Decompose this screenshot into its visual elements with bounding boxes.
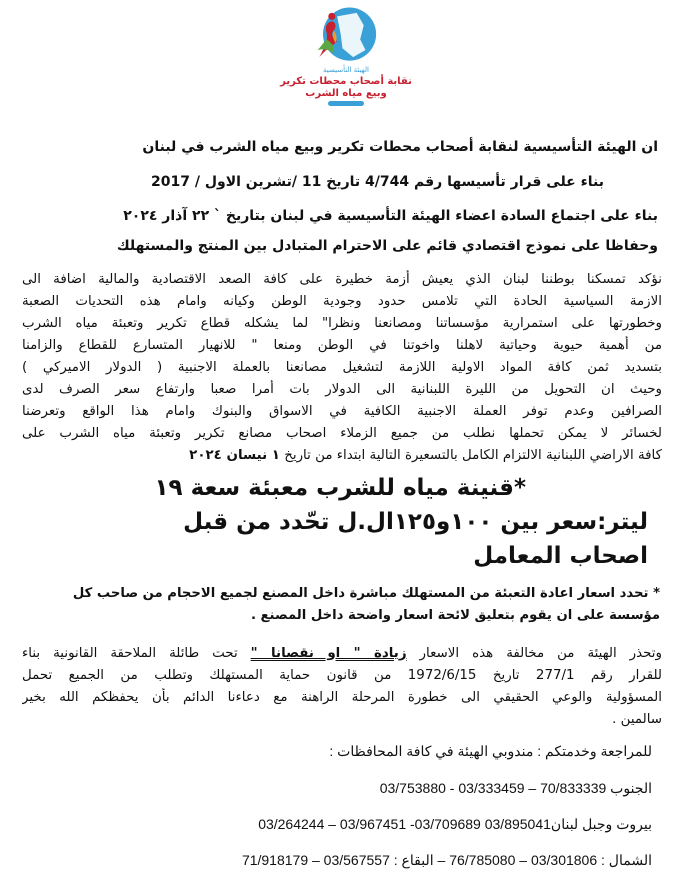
body-line: وحيث ان التحويل من الليرة اللبنانية الى الدولار بات أمرا صعبا وارتفاع سعر الصرف لدى	[22, 382, 662, 397]
region-beirut-label: بيروت وجبل لبنان	[550, 816, 652, 832]
syndicate-logo	[262, 4, 430, 122]
pricing-line-1: *قنينة مياه للشرب معبئة سعة ١٩	[154, 475, 526, 501]
logo-emblem-icon	[310, 4, 382, 66]
body-last-line-text: كافة الاراضي اللبنانية الالتزام الكامل بالتسعيرة التالية ابتداء من تاريخ	[284, 448, 662, 463]
body-line: الازمة السياسية الحادة التي تلامس حدود وجودية الوطن وكيانه وامام هذه التحديات الصعبة	[22, 294, 662, 309]
header-line-2: بناء على قرار تأسيسها رقم 4/744 تاريخ 11 /تشرين الاول / 2017	[151, 174, 604, 190]
logo-subtitle: الهيئة التأسيسية	[323, 66, 369, 74]
note-line-1: * تحدد اسعار اعادة التعبئة من المستهلك مباشرة داخل المصنع لجميع الاحجام من صاحب كل	[72, 586, 660, 601]
note-line-2: مؤسسة على ان يقوم بتعليق لائحة اسعار واضحة داخل المصنع .	[250, 608, 660, 623]
header-line-3-text: بناء على اجتماع السادة اعضاء الهيئة التأسيسية في لبنان بتاريخ `	[214, 208, 658, 224]
header-line-4: وحفاظا على نموذج اقتصادي قائم على الاحترام المتبادل بين المنتج والمستهلك	[116, 238, 658, 254]
region-north-label: الشمال :	[601, 852, 652, 868]
warning-line-1	[22, 644, 662, 664]
warning-text-before: وتحذر الهيئة من مخالفة هذه الاسعار	[419, 646, 662, 661]
pricing-line-3: اصحاب المعامل	[473, 543, 648, 569]
body-line: لخسائر لا يمكن تحملها نطلب من جميع الزملاء اصحاب مصانع تكرير وتعبئة مياه الشرب على	[22, 426, 662, 441]
header-line-3	[20, 206, 658, 226]
body-line: نؤكد تمسكنا بوطننا لبنان الذي يعيش أزمة خطيرة على كافة الصعد الاقتصادية والمالية اضافة الى	[22, 272, 662, 287]
logo-badge	[328, 101, 364, 106]
region-north-phones: 76/785080 – 03/301806	[449, 852, 598, 868]
body-line: بتسديد ثمن كافة المواد الاولية اللازمة لتشغيل مصانعنا بالعملة الاجنبية ( الدولار الاميركي )	[22, 360, 662, 375]
pricing-line-2: ليتر:سعر بين ١٠٠و١٢٥ال.ل تحّدد من قبل	[183, 509, 648, 535]
body-line: الصرافين وعدم توفر العملة الاجنبية الكافية في الاسواق والبنوك وامام هذا الواقع وتعرضنا	[22, 404, 662, 419]
contact-north-bekaa	[20, 849, 652, 871]
body-last-line	[22, 446, 662, 466]
region-bekaa-label: – البقاع :	[393, 852, 446, 868]
contact-beirut	[20, 813, 652, 835]
effective-date: ١ نيسان ٢٠٢٤	[189, 448, 280, 463]
warning-underlined: زيادة " او نقصانا "	[250, 646, 407, 661]
contact-south	[20, 777, 652, 799]
header-line-1: ان الهيئة التأسيسية لنقابة أصحاب محطات تكرير وبيع مياه الشرب في لبنان	[142, 139, 658, 155]
warning-line-3: المسؤولية والوعي الحقيقي الى خطورة المرحلة الراهنة مع دعاءنا الدائم بأن يحفظكم الله بخير	[22, 690, 662, 705]
region-south-label: الجنوب	[610, 780, 652, 796]
contacts-intro: للمراجعة وخدمتكم : مندوبي الهيئة في كافة المحافظات :	[329, 743, 652, 759]
meeting-date: ٢٢ آذار ٢٠٢٤	[123, 208, 210, 224]
warning-text-after: تحت طائلة الملاحقة القانونية بناء	[22, 646, 238, 661]
region-beirut-phones: 03/264244 – 03/967451 -03/709689 03/895041	[258, 816, 551, 832]
region-bekaa-phones: 71/918179 – 03/567557	[241, 852, 390, 868]
logo-line-2: وبيع مياه الشرب	[305, 87, 387, 99]
warning-line-4: سالمين .	[612, 712, 662, 727]
logo-line-1: نقابة أصحاب محطات تكرير	[280, 75, 412, 87]
region-south-phones: 03/753880 - 03/333459 – 70/833339	[379, 780, 607, 796]
body-line: من أهمية حيوية وحياتية لاهلنا واخوتنا في الوطن ومنعا " للانهيار المتسارع للقطاع والزامنا	[22, 338, 662, 353]
warning-line-2: للقرار رقم 277/1 تاريخ 1972/6/15 من قانون حماية المستهلك وتطلب من الجميع تحمل	[22, 668, 662, 683]
body-line: وخطورتها على استمرارية مؤسساتنا ومصانعنا ونظرا" لما يشكله قطاع تكرير وتعبئة مياه الشرب	[22, 316, 662, 331]
